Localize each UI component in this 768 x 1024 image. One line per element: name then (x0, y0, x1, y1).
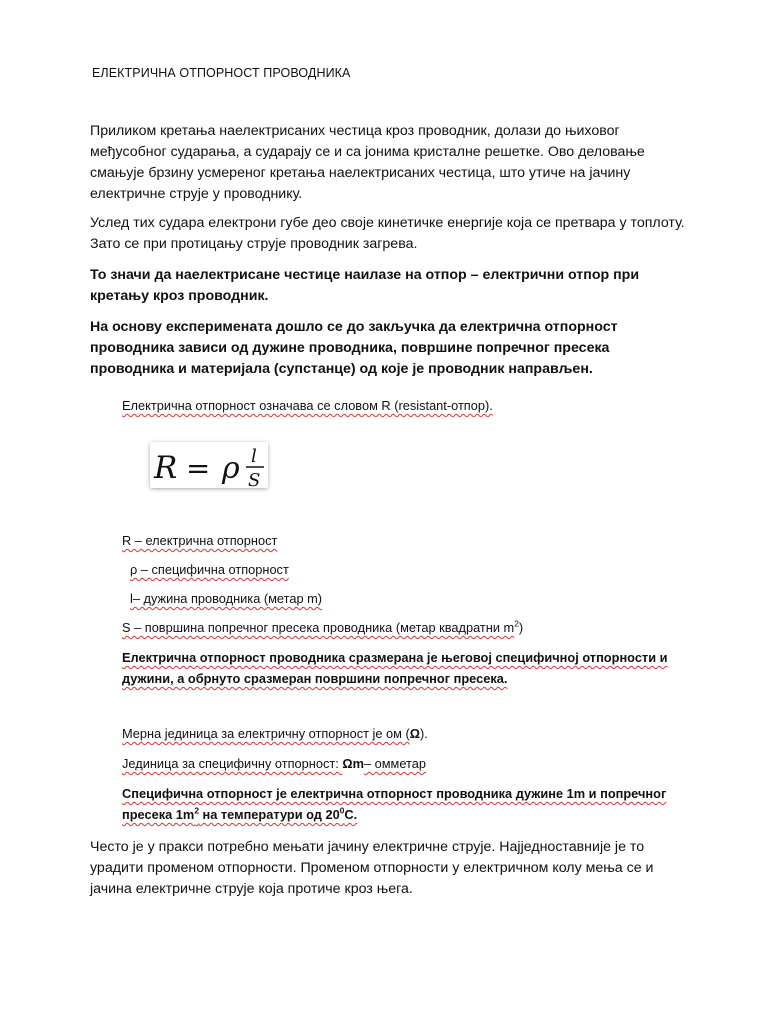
proportionality-statement: Електрична отпорност проводника сразмерана је његовој специфичној отпорности и дужини, а обрнуто сразмеран површини попречног пресека. (122, 650, 668, 686)
paragraph-experiment-conclusion: На основу експеримената дошло се до закључка да електрична отпорност проводника зависи од дужине проводника, површине попречног пресека проводника и материјала (супстанце) од које је проводник направљен. (90, 319, 618, 377)
specific-resistance-definition: Специфична отпорност је електрична отпорност проводника дужине 1m и попречног пресека $1m^2$ на температури од $20^0C$. (122, 786, 667, 822)
document-title: ЕЛЕКТРИЧНА ОТПОРНОСТ ПРОВОДНИКА (92, 66, 351, 80)
formula-numerator: l (251, 446, 257, 467)
formula-rho: ρ (222, 451, 240, 486)
legend-r: R – електрична отпорност (122, 533, 278, 548)
legend-rho: ρ – специфична отпорност (130, 562, 289, 577)
legend-length: l– дужина проводника (метар m) (130, 591, 323, 606)
resistance-definition: Електрична отпорност означава се словом R (resistant-отпор). (122, 398, 493, 413)
paragraph-resistance-meaning: То значи да наелектрисане честице наилазе на отпор – електрични отпор при кретању кроз проводник. (90, 267, 640, 304)
legend-area: S – површина попречног пресека проводника (метар квадратни $m^2$) (122, 618, 524, 635)
formula-equals: = (186, 451, 211, 485)
paragraph-collisions: Приликом кретања наелектрисаних честица кроз проводник, долази до њиховог међусобног сударања, а сударају се и са јонима кристалне решетке. Ово деловање смањује брзину усмереног кретања наелектрисаних честица, што утиче на јачину електричне струје у проводнику. (90, 123, 645, 202)
paragraph-heat: Услед тих судара електрони губе део своје кинетичке енергије која се претвара у топлоту. Зато се при протицању струје проводник загрева. (90, 215, 685, 252)
ohm-meter-symbol: Ωm (342, 756, 364, 771)
resistance-formula (150, 442, 268, 488)
specific-resistance-unit: Јединица за специфичну отпорност: Ωm– омметар (122, 756, 426, 771)
paragraph-practice: Често је у пракси потребно мењати јачину електричне струје. Најједноставније је то урадити променом отпорности. Променом отпорности у електричном колу мења се и јачина електричне струје која протиче кроз њега. (90, 839, 654, 897)
formula-denominator: S (248, 470, 261, 488)
unit-of-resistance: Мерна јединица за електричну отпорност је ом (Ω). (122, 726, 428, 741)
formula-r: R (154, 450, 178, 486)
ohm-symbol: Ω (409, 726, 421, 741)
